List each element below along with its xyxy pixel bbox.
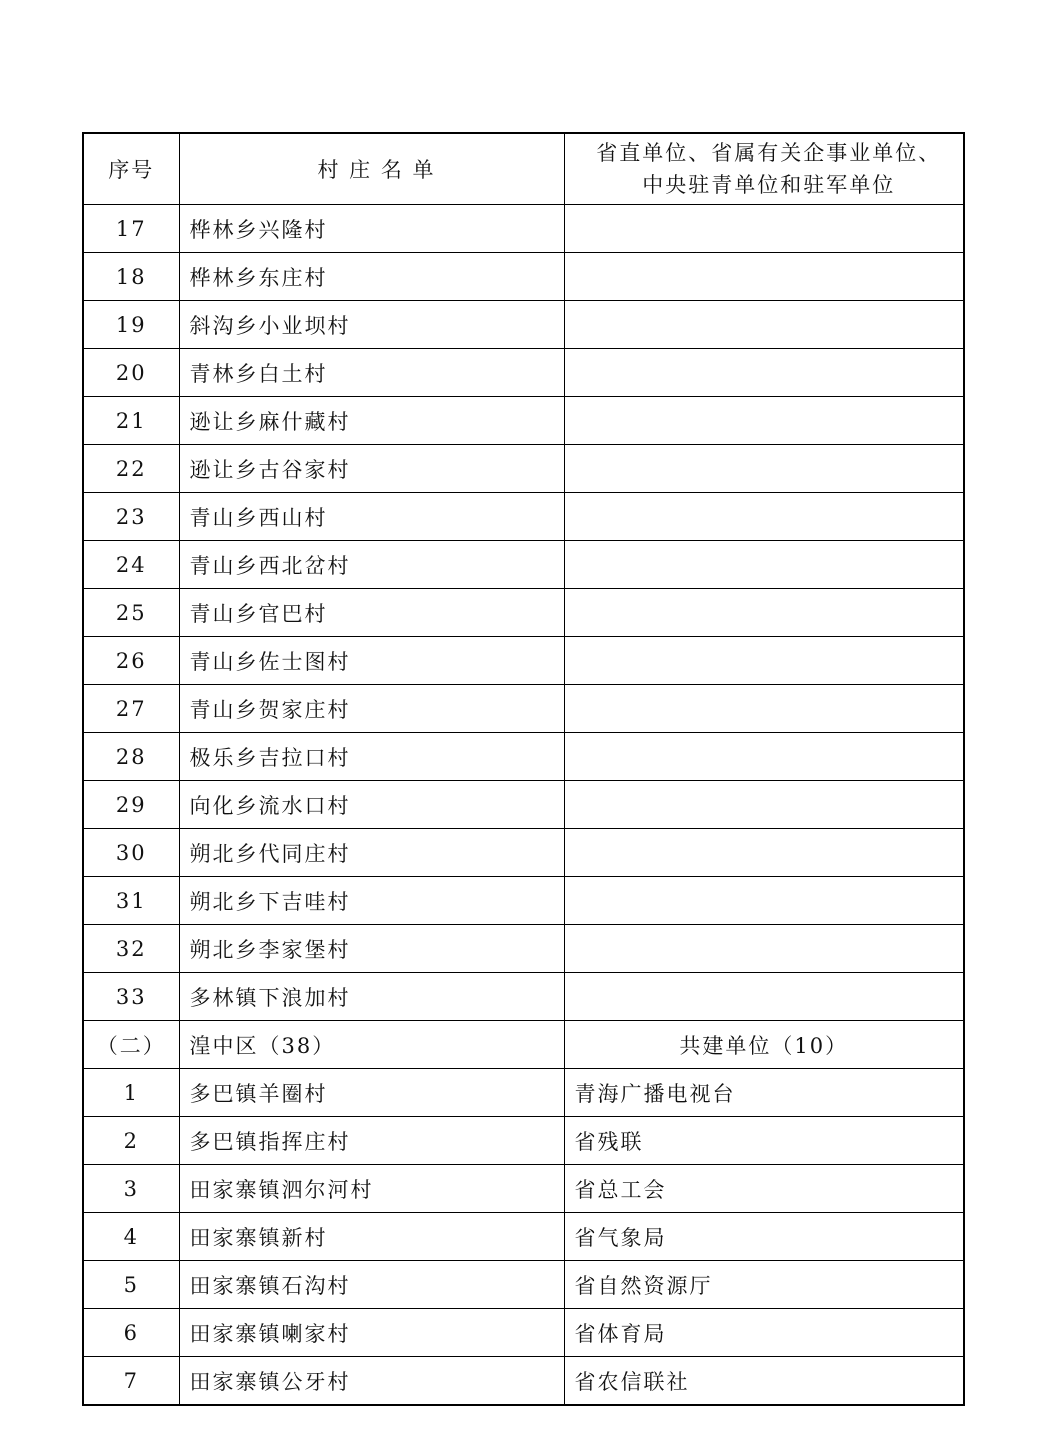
cell-seq: 22	[83, 445, 179, 493]
cell-unit	[564, 637, 964, 685]
cell-village-name: 逊让乡古谷家村	[179, 445, 564, 493]
cell-village-name: 田家寨镇公牙村	[179, 1357, 564, 1406]
cell-village-name: 多林镇下浪加村	[179, 973, 564, 1021]
village-list-table	[82, 132, 965, 1406]
header-village-name: 村 庄 名 单	[179, 133, 564, 205]
cell-village-name: 田家寨镇石沟村	[179, 1261, 564, 1309]
table-row	[83, 589, 964, 637]
cell-unit	[564, 205, 964, 253]
table-row	[83, 877, 964, 925]
cell-unit	[564, 589, 964, 637]
cell-village-name: 朔北乡代同庄村	[179, 829, 564, 877]
table-row	[83, 1357, 964, 1406]
cell-village-name: 田家寨镇喇家村	[179, 1309, 564, 1357]
cell-unit	[564, 541, 964, 589]
cell-village-name: 青山乡佐士图村	[179, 637, 564, 685]
cell-seq: 2	[83, 1117, 179, 1165]
cell-seq: 21	[83, 397, 179, 445]
cell-unit: 省体育局	[564, 1309, 964, 1357]
table-row	[83, 1165, 964, 1213]
cell-village-name: 田家寨镇新村	[179, 1213, 564, 1261]
table-row	[83, 301, 964, 349]
header-seq: 序号	[83, 133, 179, 205]
cell-village-name: 朔北乡下吉哇村	[179, 877, 564, 925]
cell-village-name: 多巴镇指挥庄村	[179, 1117, 564, 1165]
cell-unit: 省农信联社	[564, 1357, 964, 1406]
cell-seq: 33	[83, 973, 179, 1021]
cell-seq: 20	[83, 349, 179, 397]
cell-village-name: 青山乡西山村	[179, 493, 564, 541]
cell-seq: （二）	[83, 1021, 179, 1069]
cell-village-name: 青山乡西北岔村	[179, 541, 564, 589]
cell-seq: 29	[83, 781, 179, 829]
table-row	[83, 541, 964, 589]
cell-unit	[564, 781, 964, 829]
cell-seq: 19	[83, 301, 179, 349]
table-row	[83, 1117, 964, 1165]
table-body	[83, 133, 964, 1405]
cell-village-name: 田家寨镇泗尔河村	[179, 1165, 564, 1213]
cell-seq: 3	[83, 1165, 179, 1213]
cell-unit	[564, 253, 964, 301]
cell-village-name: 青山乡贺家庄村	[179, 685, 564, 733]
header-unit	[564, 133, 964, 205]
cell-village-name: 青山乡官巴村	[179, 589, 564, 637]
cell-seq: 27	[83, 685, 179, 733]
header-unit-line2: 中央驻青单位和驻军单位	[642, 173, 896, 197]
cell-seq: 18	[83, 253, 179, 301]
cell-seq: 1	[83, 1069, 179, 1117]
table-row	[83, 349, 964, 397]
table-row	[83, 973, 964, 1021]
cell-village-name: 斜沟乡小业坝村	[179, 301, 564, 349]
section-row	[83, 1021, 964, 1069]
cell-unit: 省总工会	[564, 1165, 964, 1213]
cell-seq: 17	[83, 205, 179, 253]
table-row	[83, 445, 964, 493]
table-row	[83, 733, 964, 781]
table-row	[83, 781, 964, 829]
table-row	[83, 205, 964, 253]
cell-unit	[564, 877, 964, 925]
cell-village-name: 逊让乡麻什藏村	[179, 397, 564, 445]
cell-unit: 省气象局	[564, 1213, 964, 1261]
cell-unit	[564, 925, 964, 973]
cell-unit	[564, 445, 964, 493]
cell-seq: 32	[83, 925, 179, 973]
cell-unit: 共建单位（10）	[564, 1021, 964, 1069]
cell-seq: 30	[83, 829, 179, 877]
cell-unit	[564, 349, 964, 397]
table-row	[83, 1261, 964, 1309]
table-row	[83, 685, 964, 733]
cell-village-name: 极乐乡吉拉口村	[179, 733, 564, 781]
cell-seq: 25	[83, 589, 179, 637]
cell-village-name: 桦林乡兴隆村	[179, 205, 564, 253]
cell-unit	[564, 493, 964, 541]
cell-village-name: 青林乡白土村	[179, 349, 564, 397]
table-row	[83, 829, 964, 877]
cell-unit	[564, 973, 964, 1021]
cell-seq: 6	[83, 1309, 179, 1357]
cell-seq: 26	[83, 637, 179, 685]
table-row	[83, 397, 964, 445]
cell-village-name: 朔北乡李家堡村	[179, 925, 564, 973]
cell-unit	[564, 397, 964, 445]
table-header-row	[83, 133, 964, 205]
cell-seq: 5	[83, 1261, 179, 1309]
cell-seq: 23	[83, 493, 179, 541]
cell-village-name: 桦林乡东庄村	[179, 253, 564, 301]
table-row	[83, 493, 964, 541]
cell-village-name: 多巴镇羊圈村	[179, 1069, 564, 1117]
table-row	[83, 1069, 964, 1117]
cell-seq: 7	[83, 1357, 179, 1406]
cell-seq: 31	[83, 877, 179, 925]
cell-village-name: 向化乡流水口村	[179, 781, 564, 829]
cell-village-name: 湟中区（38）	[179, 1021, 564, 1069]
header-unit-line1: 省直单位、省属有关企事业单位、	[596, 141, 942, 165]
cell-unit: 省残联	[564, 1117, 964, 1165]
table-row	[83, 1213, 964, 1261]
cell-unit	[564, 733, 964, 781]
cell-unit: 省自然资源厅	[564, 1261, 964, 1309]
table-row	[83, 925, 964, 973]
cell-unit	[564, 829, 964, 877]
table-row	[83, 637, 964, 685]
cell-seq: 24	[83, 541, 179, 589]
table-row	[83, 1309, 964, 1357]
cell-unit: 青海广播电视台	[564, 1069, 964, 1117]
cell-seq: 4	[83, 1213, 179, 1261]
cell-seq: 28	[83, 733, 179, 781]
cell-unit	[564, 685, 964, 733]
cell-unit	[564, 301, 964, 349]
table-row	[83, 253, 964, 301]
